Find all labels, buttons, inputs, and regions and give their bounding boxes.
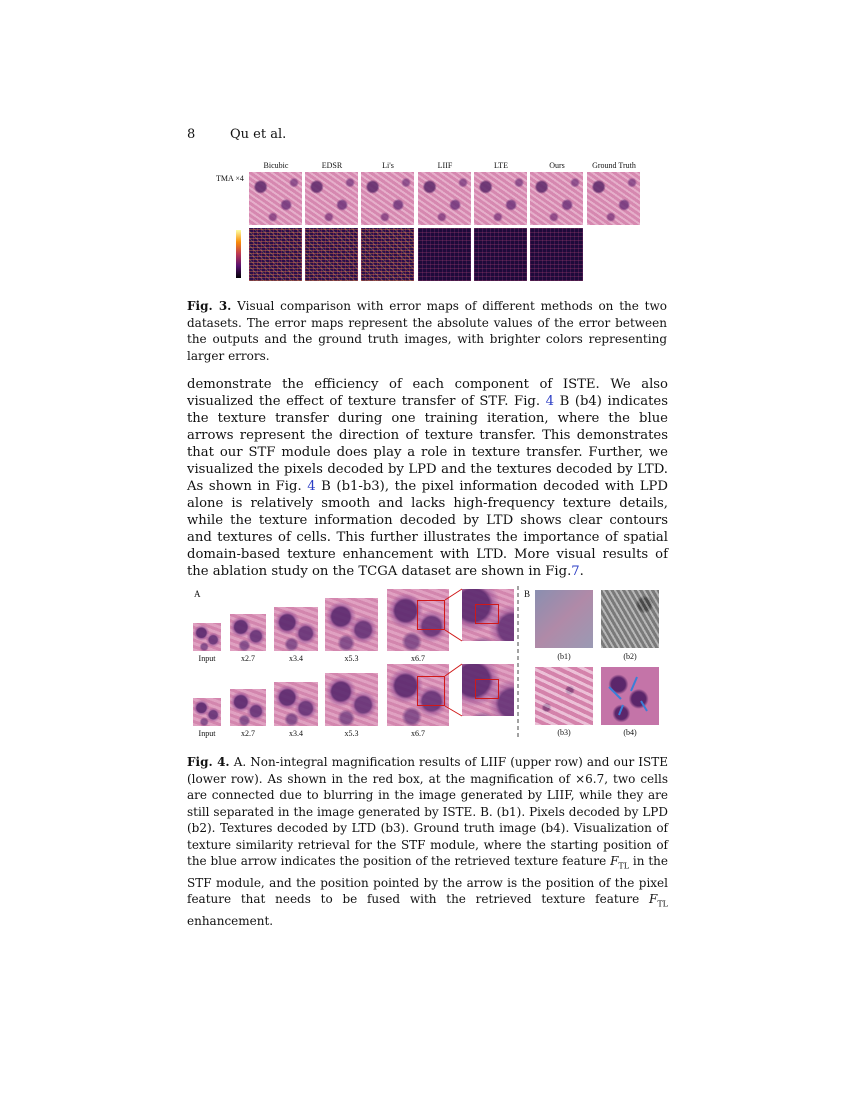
running-head-authors: Qu et al. <box>230 127 287 142</box>
fig4-b4-image <box>601 667 659 725</box>
fig4-caption-text: enhancement. <box>187 914 274 929</box>
body-text-segment: B (b4) indicates the texture transfer during one training iteration, where the blue arrows represent the direction of texture transfer. This demonstrates that our STF module does play a role in texture transfer. Further, we visualized the pixels decoded by LPD and the textures decoded by LTD. As shown in Fig. <box>187 394 668 494</box>
body-text-segment: demonstrate the efficiency of each component of ISTE. We also visualized the effect of texture transfer of STF. Fig. <box>187 377 668 409</box>
page-number: 8 <box>187 127 196 142</box>
fig4-caption-text: in the STF module, and the position pointed by the arrow is the position of the pixel feature that needs to be fused with the retrieved texture feature <box>187 854 668 907</box>
fig4-panel-b-label: B <box>524 589 531 599</box>
fig4-connector-line <box>445 664 462 676</box>
fig4-caption-text: A. Non-integral magnification results of LIIF (upper row) and our ISTE (lower row). As shown in the red box, at the magnification of ×6.7, two cells are connected due to blurring in the image generated by LIIF, while they are still separated in the image generated by ISTE. B. (b1). Pixels decoded by LPD (b2). Textures decoded by LTD (b3). Ground truth image (b4). Visualization of texture similarity retrieval for the STF module, where the starting position of the blue arrow indicates the position of the retrieved texture feature <box>187 755 668 868</box>
texture-transfer-arrow <box>609 687 621 699</box>
fig4-connector-line <box>445 706 462 716</box>
figure-4-reference-link[interactable]: 4 <box>545 394 555 409</box>
fig4-b1-image <box>535 590 593 648</box>
fig4-panel-a-label: A <box>194 589 201 599</box>
fig4-scale-label: x2.7 <box>241 729 255 738</box>
fig4-scale-label: x3.4 <box>289 654 303 663</box>
fig4-scale-label: x3.4 <box>289 729 303 738</box>
ftl-symbol: F <box>649 892 658 907</box>
body-text-segment: . <box>579 564 584 579</box>
body-text-segment: B (b1-b3), the pixel information decoded with LPD alone is relatively smooth and lacks high-frequency texture details, while the texture information decoded by LTD shows clear contours and textures of cells. This further illustrates the importance of spatial domain-based texture enhancement with LTD. More visual results of the ablation study on the TCGA dataset are shown in Fig. <box>187 479 668 579</box>
ftl-symbol: F <box>610 854 619 868</box>
fig4-scale-label: Input <box>198 654 216 663</box>
fig4-b-label: (b3) <box>557 728 571 737</box>
fig3-row-label: TMA ×4 <box>216 174 244 183</box>
ftl-subscript: TL <box>618 861 630 871</box>
fig3-method-label: Bicubic <box>263 161 289 170</box>
fig3-caption-label: Fig. 3. <box>187 299 232 313</box>
fig4-scale-label: x5.3 <box>344 654 359 663</box>
fig3-caption-text: Visual comparison with error maps of different methods on the two datasets. The error maps represent the absolute values of the error between the outputs and the ground truth images, with brighter colors representing larger errors. <box>187 299 667 363</box>
fig4-b2-image <box>601 590 659 648</box>
fig3-method-label: LIIF <box>437 161 453 170</box>
fig3-method-label: EDSR <box>321 161 343 170</box>
texture-transfer-arrow <box>631 677 637 691</box>
fig4-b-label: (b1) <box>557 652 571 661</box>
fig3-method-label: Li's <box>382 161 394 170</box>
fig3-method-label: LTE <box>494 161 508 170</box>
fig3-method-label: Ours <box>549 161 565 170</box>
ftl-subscript: TL <box>657 899 668 909</box>
fig4-b-label: (b2) <box>623 652 637 661</box>
fig4-caption <box>187 754 668 930</box>
figure-7-reference-link[interactable]: 7 <box>571 564 580 579</box>
figure-4-reference-link[interactable]: 4 <box>307 479 316 494</box>
fig4-b-label: (b4) <box>623 728 637 737</box>
fig4-caption-label: Fig. 4. <box>187 755 230 769</box>
fig4-b4-arrows <box>601 667 659 725</box>
fig4-connector-line <box>445 630 462 641</box>
fig4-scale-label: x6.7 <box>411 729 425 738</box>
fig4-b3-image <box>535 667 593 725</box>
fig4-scale-label: x5.3 <box>344 729 359 738</box>
texture-transfer-arrow <box>641 701 647 711</box>
fig4-scale-label: Input <box>198 729 216 738</box>
fig4-scale-label: x6.7 <box>411 654 425 663</box>
texture-transfer-arrow <box>619 705 623 715</box>
fig3-method-label: Ground Truth <box>592 161 636 170</box>
fig4-connector-line <box>445 589 462 600</box>
fig4-scale-label: x2.7 <box>241 654 255 663</box>
